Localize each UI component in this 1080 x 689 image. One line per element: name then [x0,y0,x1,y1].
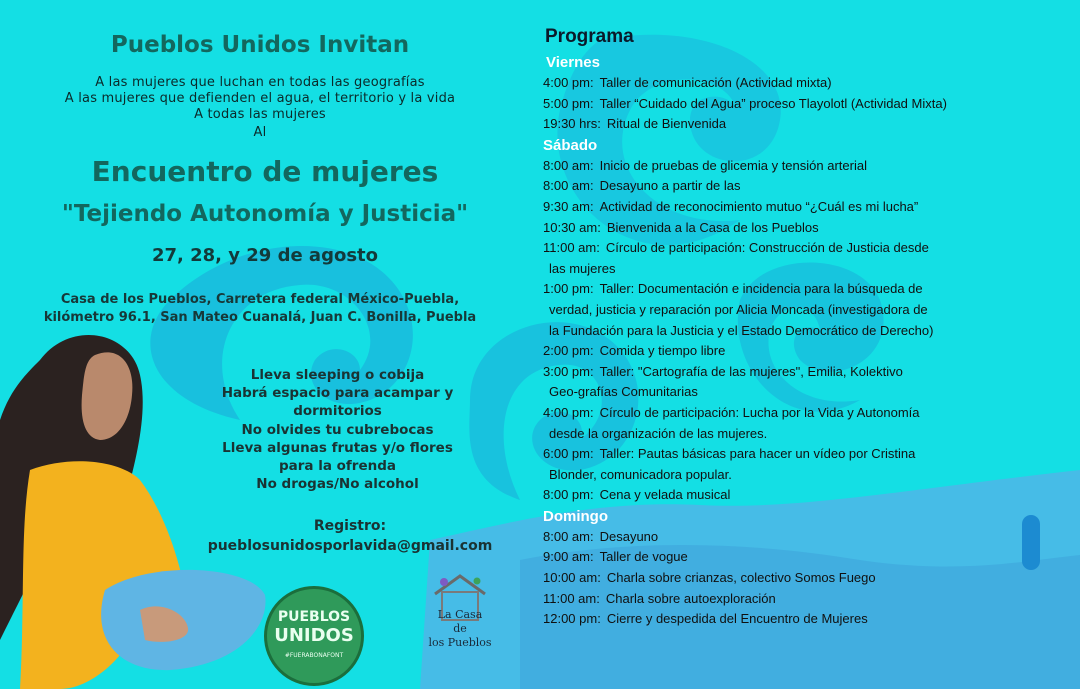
schedule-activity: Taller “Cuidado del Agua” proceso Tlayolotl (Actividad Mixta) [599,95,947,111]
note-line: Lleva sleeping o cobija [250,367,425,383]
schedule-time: 19:30 hrs: [543,116,601,132]
schedule-time: 8:00 pm: [543,487,594,503]
schedule-row [543,465,1063,486]
note-line: No olvides tu cubrebocas [241,421,434,438]
schedule-time: 5:00 pm: [543,95,594,111]
schedule-row [543,218,1063,239]
schedule-row [543,321,1063,342]
schedule-row [543,424,1063,445]
programa-days [543,52,1063,630]
programa [543,26,1063,630]
registro [190,516,510,556]
schedule-activity: Taller: Documentación e incidencia para la búsqueda de [599,281,923,297]
day-heading: Sábado [543,136,598,154]
intro-line: A las mujeres que luchan en todas las geografías [95,75,425,90]
page-title: Pueblos Unidos Invitan [110,32,410,58]
schedule-row [543,300,1063,321]
intro-line: A todas las mujeres [194,107,326,122]
logo-line: PUEBLOS [277,609,351,625]
logo-line: de [453,622,467,635]
schedule-activity: Taller: "Cartografía de las mujeres", Emilia, Kolektivo [599,363,903,379]
registro-email[interactable]: pueblosunidosporlavida@gmail.com [207,538,493,554]
schedule-row [543,568,1063,589]
schedule-time: 10:00 am: [543,570,601,586]
schedule-time: 9:00 am: [543,549,594,565]
schedule-activity: Bienvenida a la Casa de los Pueblos [606,219,819,235]
schedule-activity: las mujeres [549,260,616,276]
schedule-activity: Charla sobre autoexploración [605,590,776,606]
logo-line: los Pueblos [428,636,492,649]
schedule-row [543,94,1063,115]
address-line: Casa de los Pueblos, Carretera federal México-Puebla, [60,292,460,307]
schedule-activity: Desayuno a partir de las [599,178,741,194]
schedule-activity: Cena y velada musical [599,487,731,503]
note-line: dormitorios [293,403,382,420]
address-line: kilómetro 96.1, San Mateo Cuanalá, Juan C. Bonilla, Puebla [43,310,477,325]
schedule-activity: Círculo de participación: Construcción de Justicia desde [605,240,929,256]
schedule-time: 6:00 pm: [543,446,594,462]
logo-line: La Casa [437,608,483,621]
note-line: Lleva algunas frutas y/o flores [222,439,453,456]
schedule-time: 3:00 pm: [543,363,594,379]
schedule-activity: Taller: Pautas básicas para hacer un vídeo por Cristina [599,446,916,462]
registro-label: Registro: [313,518,387,534]
schedule-time: 9:30 am: [543,198,594,214]
schedule-row [543,73,1063,94]
notes-list [195,366,480,493]
schedule-row [543,279,1063,300]
schedule-activity: la Fundación para la Justicia y el Estado Democrático de Derecho) [549,322,934,338]
schedule-time: 4:00 pm: [543,75,594,90]
note-line: Habrá espacio para acampar y [221,385,454,402]
schedule-row [543,444,1063,465]
schedule-time: 12:00 pm: [543,611,601,627]
schedule-activity: Taller de vogue [599,549,688,565]
schedule-time: 8:00 am: [543,157,594,173]
schedule-activity: Comida y tiempo libre [599,343,726,359]
day-heading: Domingo [543,507,608,525]
schedule-row [543,547,1063,568]
schedule-time: 4:00 pm: [543,404,594,420]
pueblos-unidos-logo [264,586,364,686]
intro-al: Al [253,125,267,140]
logo-line: UNIDOS [274,625,354,646]
schedule-activity: verdad, justicia y reparación por Alicia Moncada (investigadora de [549,301,928,317]
schedule-activity: Charla sobre crianzas, colectivo Somos Fuego [606,570,876,586]
event-dates: 27, 28, y 29 de agosto [151,245,379,266]
schedule-row [543,362,1063,383]
casa-logo [410,572,510,682]
schedule-activity: Desayuno [599,528,659,544]
schedule-row [543,197,1063,218]
schedule-activity: Círculo de participación: Lucha por la Vida y Autonomía [599,404,920,420]
schedule-row [543,156,1063,177]
schedule-activity: Cierre y despedida del Encuentro de Mujeres [606,611,868,627]
event-address [0,291,520,327]
schedule-row [543,238,1063,259]
schedule-activity: Geo-grafías Comunitarias [549,384,698,400]
schedule-row [543,382,1063,403]
intro-text [0,75,520,141]
intro-line: A las mujeres que defienden el agua, el territorio y la vida [64,91,456,106]
schedule-row [543,485,1063,506]
schedule-activity: Taller de comunicación (Actividad mixta) [599,75,832,90]
logo-ring-text: #FUERABONAFONT [284,652,344,659]
event-subtitle: "Tejiendo Autonomía y Justicia" [61,201,469,227]
schedule-activity: desde la organización de las mujeres. [549,425,768,441]
schedule-row [543,609,1063,630]
schedule-time: 11:00 am: [543,590,600,606]
programa-title: Programa [545,26,634,47]
schedule-time: 8:00 am: [543,528,594,544]
note-line: para la ofrenda [278,458,397,475]
schedule-activity: Actividad de reconocimiento mutuo “¿Cuál es mi lucha” [599,198,919,214]
day-heading: Viernes [546,54,600,71]
schedule-row [543,259,1063,280]
schedule-row [543,114,1063,135]
schedule-row [543,403,1063,424]
event-name: Encuentro de mujeres [91,155,439,188]
schedule-activity: Inicio de pruebas de glicemia y tensión arterial [599,157,867,173]
note-line: No drogas/No alcohol [256,476,419,493]
schedule-time: 11:00 am: [543,240,600,256]
schedule-time: 10:30 am: [543,219,601,235]
schedule-time: 1:00 pm: [543,281,594,297]
schedule-activity: Blonder, comunicadora popular. [549,466,732,482]
schedule-row [543,527,1063,548]
schedule-time: 2:00 pm: [543,343,594,359]
schedule-activity: Ritual de Bienvenida [606,116,727,132]
schedule-row [543,341,1063,362]
schedule-time: 8:00 am: [543,178,594,194]
schedule-row [543,589,1063,610]
schedule-row [543,176,1063,197]
